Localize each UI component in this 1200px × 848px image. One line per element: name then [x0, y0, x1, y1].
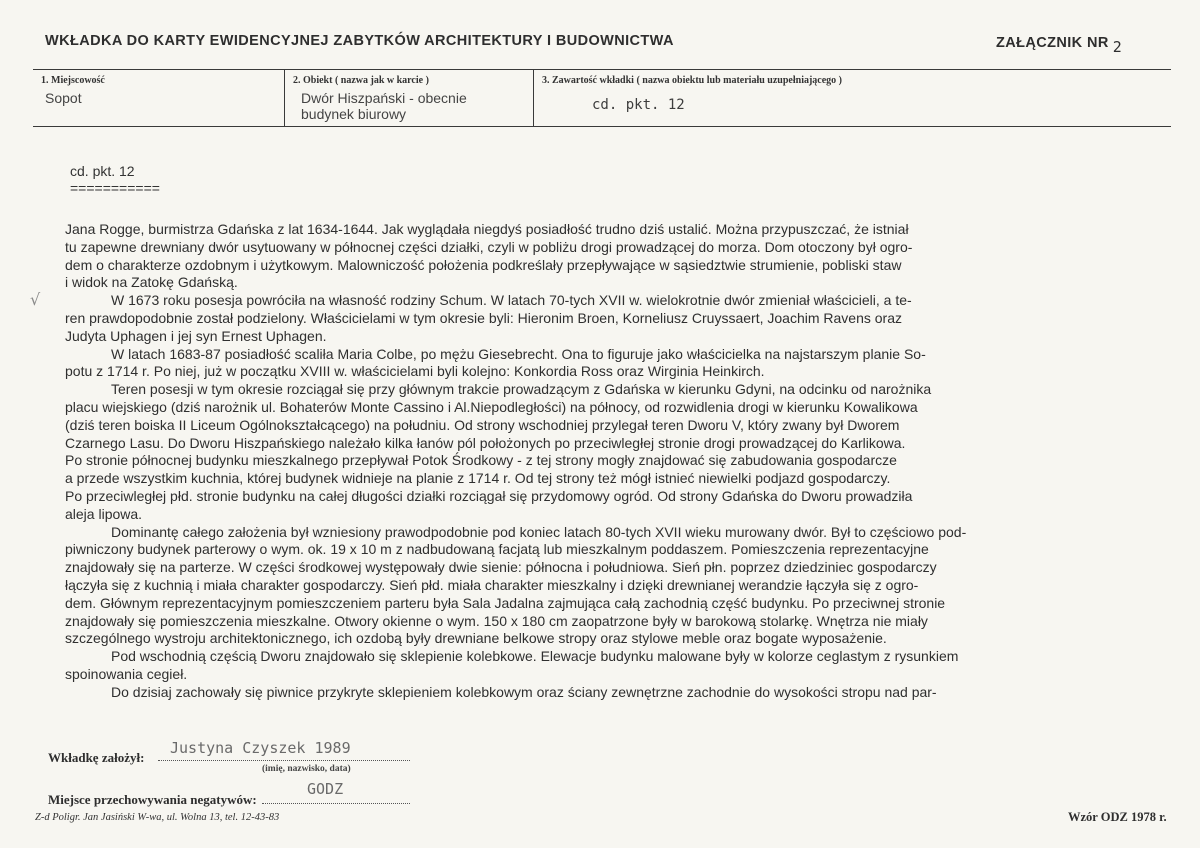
printer-imprint: Z-d Poligr. Jan Jasiński W-wa, ul. Wolna 13, tel. 12-43-83	[35, 812, 280, 823]
body-line: znajdowały się pomieszczenia mieszkalne. Otwory okienne o wym. 150 x 180 cm zaopatrzone były w barokową stolarkę. Wnętrza nie miały	[65, 612, 928, 629]
object-label: 2. Obiekt ( nazwa jak w karcie )	[293, 75, 429, 86]
body-line: tu zapewne drewniany dwór usytuowany w północnej części działki, czyli w pobliżu drogi prowadzącej do morza. Dom otoczony był ogro-	[65, 238, 913, 255]
margin-check-mark: √	[30, 290, 41, 309]
annex-label	[996, 33, 1123, 56]
locality-value: Sopot	[45, 90, 82, 106]
body-line: W latach 1683-87 posiadłość scaliła Maria Colbe, po mężu Giesebrecht. Ona to figuruje jako właścicielka na najstarszym planie So-	[111, 345, 926, 362]
body-line: aleja lipowa.	[65, 505, 143, 522]
author-hint: (imię, nazwisko, data)	[262, 764, 351, 774]
body-line: Dominantę całego założenia był wzniesiony prawodpodobnie pod koniec latach 80-tych XVII wieku murowany dwór. Był to częściowo pod-	[111, 523, 967, 540]
author-dotted-line	[158, 760, 410, 761]
body-line: piwniczony budynek parterowy o wym. ok. 19 x 10 m z nadbudowaną facjatą lub mieszkalnym poddaszem. Pomieszczenia reprezentacyjne	[65, 541, 929, 558]
body-line: spoinowania cegieł.	[65, 665, 188, 682]
author-label: Wkładkę założył:	[48, 750, 145, 765]
form-header-title: WKŁADKA DO KARTY EWIDENCYJNEJ ZABYTKÓW ARCHITEKTURY I BUDOWNICTWA	[45, 33, 674, 49]
body-text	[65, 221, 1150, 702]
content-cell	[534, 70, 1171, 126]
body-line: i widok na Zatokę Gdańską.	[65, 274, 238, 291]
body-line: Teren posesji w tym okresie rozciągał się przy głównym trakcie prowadzącym z Gdańska w kierunku Gdyni, na odcinku od narożnika	[111, 381, 932, 398]
body-line: placu wiejskiego (dziś narożnik ul. Bohaterów Monte Cassino i Al.Niepodległości) na północy, od rozwidlenia drogi w kierunku Kowalikowa	[65, 398, 918, 415]
locality-label: 1. Miejscowość	[41, 75, 105, 86]
storage-value: GODZ	[307, 780, 344, 798]
content-value: cd. pkt. 12	[592, 97, 685, 113]
object-value	[301, 90, 526, 122]
author-value: Justyna Czyszek 1989	[170, 739, 351, 757]
body-line: dem o charakterze ozdobnym i użytkowym. Malowniczość położenia podkreślały przepływające w sąsiedztwie strumienie, pobliski staw	[65, 256, 902, 273]
object-cell	[285, 70, 534, 126]
body-line: a przede wszystkim kuchnia, której budynek widnieje na planie z 1714 r. Od tej strony też mógł istnieć niewielki podjazd gospodarczy.	[65, 470, 891, 487]
form-fields-table	[33, 69, 1171, 127]
body-line: (dziś teren boiska II Liceum Ogólnokształcącego) na południu. Od strony wschodniej przylegał teren Dworu V, który zwany był Dworem	[65, 416, 900, 433]
storage-dotted-line	[262, 803, 410, 804]
content-label: 3. Zawartość wkładki ( nazwa obiektu lub materiału uzupełniającego )	[542, 75, 843, 86]
object-value-line2: budynek biurowy	[301, 106, 407, 122]
continuation-heading	[70, 163, 160, 197]
annex-number: 2	[1112, 38, 1123, 56]
body-line: szczególnego wystroju architektonicznego, ich ozdobą były drewniane belkowe stropy oraz stylowe meble oraz bogate wyposażenie.	[65, 630, 887, 647]
body-line: Judyta Uphagen i jej syn Ernest Uphagen.	[65, 327, 327, 344]
body-line: ren prawdopodobnie został podzielony. Właścicielami w tym okresie byli: Hieronim Broen, Korneliusz Cruyssaert, Joachim Ravens oraz	[65, 309, 902, 326]
locality-cell	[33, 70, 285, 126]
storage-label: Miejsce przechowywania negatywów:	[48, 792, 257, 807]
annex-label-text: ZAŁĄCZNIK NR	[996, 35, 1109, 51]
form-model: Wzór ODZ 1978 r.	[1068, 810, 1167, 824]
body-line: Pod wschodnią częścią Dworu znajdowało się sklepienie kolebkowe. Elewacje budynku malowane były w kolorze ceglastym z rysunkiem	[111, 648, 959, 665]
body-line: potu z 1714 r. Po niej, już w początku XVIII w. właścicielami byli kolejno: Konkordia Ross oraz Wirginia Heinkirch.	[65, 363, 765, 380]
body-line: łączyła się z kuchnią i miała charakter gospodarczy. Sień płd. miała charakter mieszkalny i dzięki drewnianej werandzie łączyła się z ogro-	[65, 576, 919, 593]
body-line: znajdowały się na parterze. W części środkowej występowały dwie sienie: północna i południowa. Sień płn. poprzez dziedziniec gospodarczy	[65, 559, 937, 576]
continuation-underline: ===========	[70, 180, 160, 196]
body-line: Po stronie północnej budynku mieszkalnego przepływał Potok Środkowy - z tej strony mogły znajdować się zabudowania gospodarcze	[65, 452, 897, 469]
body-line: Czarnego Lasu. Do Dworu Hiszpańskiego należało kilka łanów pól położonych po przeciwległej stronie drogi prowadzącej do Karlikowa.	[65, 434, 906, 451]
body-line: W 1673 roku posesja powróciła na własność rodziny Schum. W latach 70-tych XVII w. wielokrotnie dwór zmieniał właścicieli, a te-	[111, 292, 912, 309]
body-line: dem. Głównym reprezentacyjnym pomieszczeniem parteru była Sala Jadalna zajmująca całą zachodnią część budynku. Po przeciwnej stronie	[65, 594, 946, 611]
body-line: Do dzisiaj zachowały się piwnice przykryte sklepieniem kolebkowym oraz ściany zewnętrzne zachodnie do wysokości stropu nad par-	[111, 683, 937, 700]
body-line: Jana Rogge, burmistrza Gdańska z lat 1634-1644. Jak wyglądała niegdyś posiadłość trudno dziś ustalić. Można przypuszczać, że istniał	[65, 221, 909, 237]
continuation-heading-text: cd. pkt. 12	[70, 163, 135, 179]
body-line: Po przeciwległej płd. stronie budynku na całej długości działki rozciągał się przydomowy ogród. Od strony Gdańska do Dworu prowadziła	[65, 487, 913, 504]
object-value-line1: Dwór Hiszpański - obecnie	[301, 90, 467, 106]
